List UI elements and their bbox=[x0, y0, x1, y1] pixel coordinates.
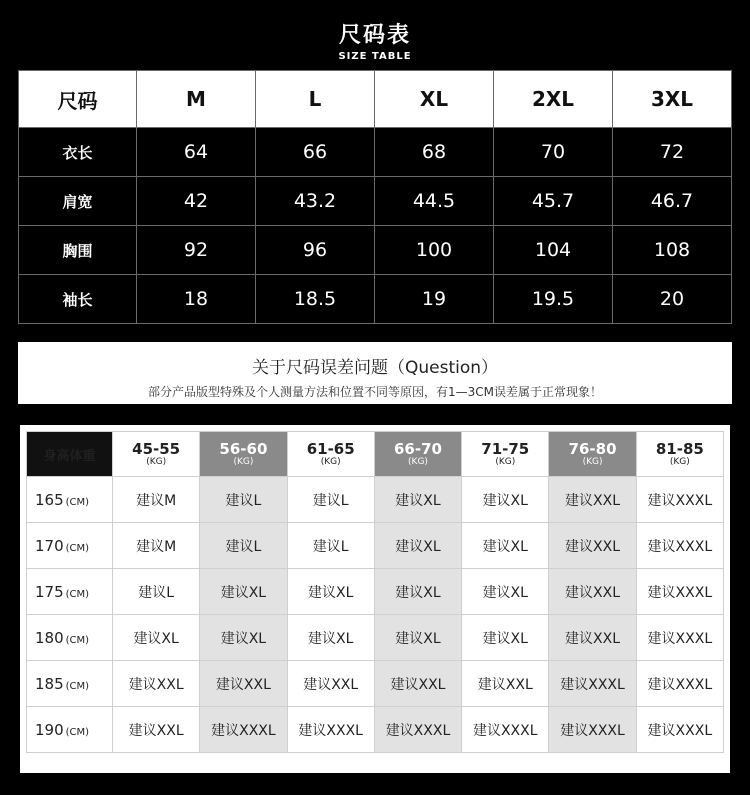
size-header-cell: 2XL bbox=[494, 71, 613, 128]
table-cell: 104 bbox=[494, 226, 613, 275]
size-table-header-row bbox=[19, 71, 732, 128]
weight-range: 45-55 bbox=[132, 439, 181, 458]
recommendation-cell: 建议XXXL bbox=[636, 569, 723, 615]
recommendation-cell: 建议XL bbox=[462, 523, 549, 569]
recommendation-cell: 建议XXXL bbox=[636, 661, 723, 707]
recommendation-cell: 建议XL bbox=[374, 615, 461, 661]
recommendation-cell: 建议XL bbox=[287, 615, 374, 661]
weight-unit: (KG) bbox=[669, 456, 690, 467]
height-cell bbox=[27, 523, 113, 569]
recommendation-cell: 建议L bbox=[200, 523, 287, 569]
page-title bbox=[0, 18, 750, 62]
height-cell bbox=[27, 707, 113, 753]
size-recommendation-table bbox=[26, 431, 724, 753]
recommendation-cell: 建议XL bbox=[374, 477, 461, 523]
row-label: 肩宽 bbox=[19, 177, 137, 226]
recommendation-cell: 建议XL bbox=[113, 615, 200, 661]
recommendation-cell: 建议M bbox=[113, 477, 200, 523]
weight-range: 61-65 bbox=[306, 439, 355, 458]
height-value: 165 bbox=[35, 490, 64, 509]
recommendation-cell: 建议XXL bbox=[374, 661, 461, 707]
weight-range: 76-80 bbox=[568, 439, 617, 458]
table-cell: 92 bbox=[137, 226, 256, 275]
height-unit: (CM) bbox=[65, 542, 90, 554]
recommendation-cell: 建议XXXL bbox=[636, 615, 723, 661]
height-value: 190 bbox=[35, 720, 64, 739]
height-unit: (CM) bbox=[65, 496, 90, 508]
weight-range: 56-60 bbox=[219, 439, 268, 458]
table-cell: 100 bbox=[375, 226, 494, 275]
weight-unit: (KG) bbox=[408, 456, 428, 467]
table-cell: 43.2 bbox=[256, 177, 375, 226]
recommendation-cell: 建议XL bbox=[287, 569, 374, 615]
recommendation-cell: 建议XXXL bbox=[636, 477, 723, 523]
weight-unit: (KG) bbox=[233, 456, 254, 467]
height-unit: (CM) bbox=[65, 726, 90, 738]
table-row bbox=[19, 177, 732, 226]
table-row bbox=[19, 275, 732, 324]
recommendation-cell: 建议XXL bbox=[287, 661, 374, 707]
size-header-cell: L bbox=[256, 71, 375, 128]
table-row bbox=[27, 523, 724, 569]
notice-heading: 关于尺码误差问题（Question） bbox=[251, 358, 499, 378]
recommendation-cell: 建议XL bbox=[462, 615, 549, 661]
table-cell: 66 bbox=[256, 128, 375, 177]
size-header-cell: XL bbox=[375, 71, 494, 128]
table-cell: 64 bbox=[137, 128, 256, 177]
table-row bbox=[27, 477, 724, 523]
recommendation-cell: 建议XXL bbox=[462, 661, 549, 707]
recommendation-cell: 建议M bbox=[113, 523, 200, 569]
recommendation-cell: 建议XXL bbox=[549, 569, 636, 615]
size-header-cell: M bbox=[137, 71, 256, 128]
weight-header-cell bbox=[374, 432, 461, 477]
table-cell: 19 bbox=[375, 275, 494, 324]
recommendation-cell: 建议L bbox=[200, 477, 287, 523]
weight-range: 71-75 bbox=[481, 439, 530, 458]
table-cell: 46.7 bbox=[613, 177, 732, 226]
notice-text: 部分产品版型特殊及个人测量方法和位置不同等原因，有1—3CM误差属于正常现象！ bbox=[147, 385, 602, 399]
recommendation-cell: 建议XXL bbox=[200, 661, 287, 707]
recommendation-cell: 建议XXXL bbox=[374, 707, 461, 753]
recommendation-cell: 建议XL bbox=[374, 569, 461, 615]
recommendation-cell: 建议XXXL bbox=[636, 707, 723, 753]
size-recommendation-panel bbox=[20, 425, 730, 773]
title-cn: 尺码表 bbox=[338, 23, 411, 48]
table-cell: 108 bbox=[613, 226, 732, 275]
weight-unit: (KG) bbox=[146, 456, 167, 467]
table-cell: 42 bbox=[137, 177, 256, 226]
height-unit: (CM) bbox=[65, 634, 90, 646]
table-cell: 45.7 bbox=[494, 177, 613, 226]
table-cell: 96 bbox=[256, 226, 375, 275]
weight-unit: (KG) bbox=[582, 456, 603, 467]
recommendation-cell: 建议XXXL bbox=[636, 523, 723, 569]
height-value: 180 bbox=[35, 628, 64, 647]
height-cell bbox=[27, 615, 113, 661]
table-cell: 68 bbox=[375, 128, 494, 177]
size-header-cell: 3XL bbox=[613, 71, 732, 128]
weight-header-cell bbox=[549, 432, 636, 477]
table-cell: 19.5 bbox=[494, 275, 613, 324]
recommendation-cell: 建议L bbox=[287, 523, 374, 569]
height-value: 185 bbox=[35, 674, 64, 693]
size-header-label: 尺码 bbox=[19, 71, 137, 128]
table-cell: 20 bbox=[613, 275, 732, 324]
table-row bbox=[27, 707, 724, 753]
weight-header-cell bbox=[287, 432, 374, 477]
table-row bbox=[27, 615, 724, 661]
recommendation-cell: 建议XL bbox=[462, 477, 549, 523]
row-label: 胸围 bbox=[19, 226, 137, 275]
height-unit: (CM) bbox=[65, 680, 90, 692]
recommendation-cell: 建议XL bbox=[462, 569, 549, 615]
recommendation-cell: 建议XL bbox=[200, 569, 287, 615]
weight-header-cell bbox=[200, 432, 287, 477]
recommendation-cell: 建议L bbox=[113, 569, 200, 615]
weight-range: 66-70 bbox=[393, 439, 442, 458]
table-cell: 70 bbox=[494, 128, 613, 177]
table-cell: 44.5 bbox=[375, 177, 494, 226]
title-en: SIZE TABLE bbox=[338, 51, 412, 62]
rec-corner-label: 身高体重 bbox=[27, 432, 113, 477]
table-row bbox=[27, 661, 724, 707]
weight-header-cell bbox=[462, 432, 549, 477]
rec-header-row bbox=[27, 432, 724, 477]
height-unit: (CM) bbox=[65, 588, 90, 600]
weight-unit: (KG) bbox=[495, 456, 516, 467]
recommendation-cell: 建议XXL bbox=[549, 615, 636, 661]
recommendation-cell: 建议XL bbox=[374, 523, 461, 569]
height-value: 175 bbox=[35, 582, 64, 601]
table-row bbox=[19, 226, 732, 275]
height-cell bbox=[27, 661, 113, 707]
recommendation-cell: 建议XXL bbox=[549, 477, 636, 523]
recommendation-cell: 建议XL bbox=[200, 615, 287, 661]
size-table bbox=[18, 70, 732, 324]
height-cell bbox=[27, 477, 113, 523]
recommendation-cell: 建议XXXL bbox=[549, 707, 636, 753]
recommendation-cell: 建议XXXL bbox=[549, 661, 636, 707]
weight-header-cell bbox=[636, 432, 723, 477]
table-cell: 18.5 bbox=[256, 275, 375, 324]
row-label: 衣长 bbox=[19, 128, 137, 177]
recommendation-cell: 建议XXL bbox=[549, 523, 636, 569]
table-cell: 18 bbox=[137, 275, 256, 324]
recommendation-cell: 建议XXXL bbox=[200, 707, 287, 753]
recommendation-cell: 建议XXL bbox=[113, 707, 200, 753]
height-cell bbox=[27, 569, 113, 615]
recommendation-cell: 建议L bbox=[287, 477, 374, 523]
table-row bbox=[19, 128, 732, 177]
row-label: 袖长 bbox=[19, 275, 137, 324]
table-row bbox=[27, 569, 724, 615]
weight-header-cell bbox=[113, 432, 200, 477]
weight-unit: (KG) bbox=[320, 456, 341, 467]
size-error-notice bbox=[18, 342, 732, 404]
height-value: 170 bbox=[35, 536, 64, 555]
recommendation-cell: 建议XXXL bbox=[462, 707, 549, 753]
recommendation-cell: 建议XXL bbox=[113, 661, 200, 707]
weight-range: 81-85 bbox=[655, 439, 704, 458]
recommendation-cell: 建议XXXL bbox=[287, 707, 374, 753]
table-cell: 72 bbox=[613, 128, 732, 177]
